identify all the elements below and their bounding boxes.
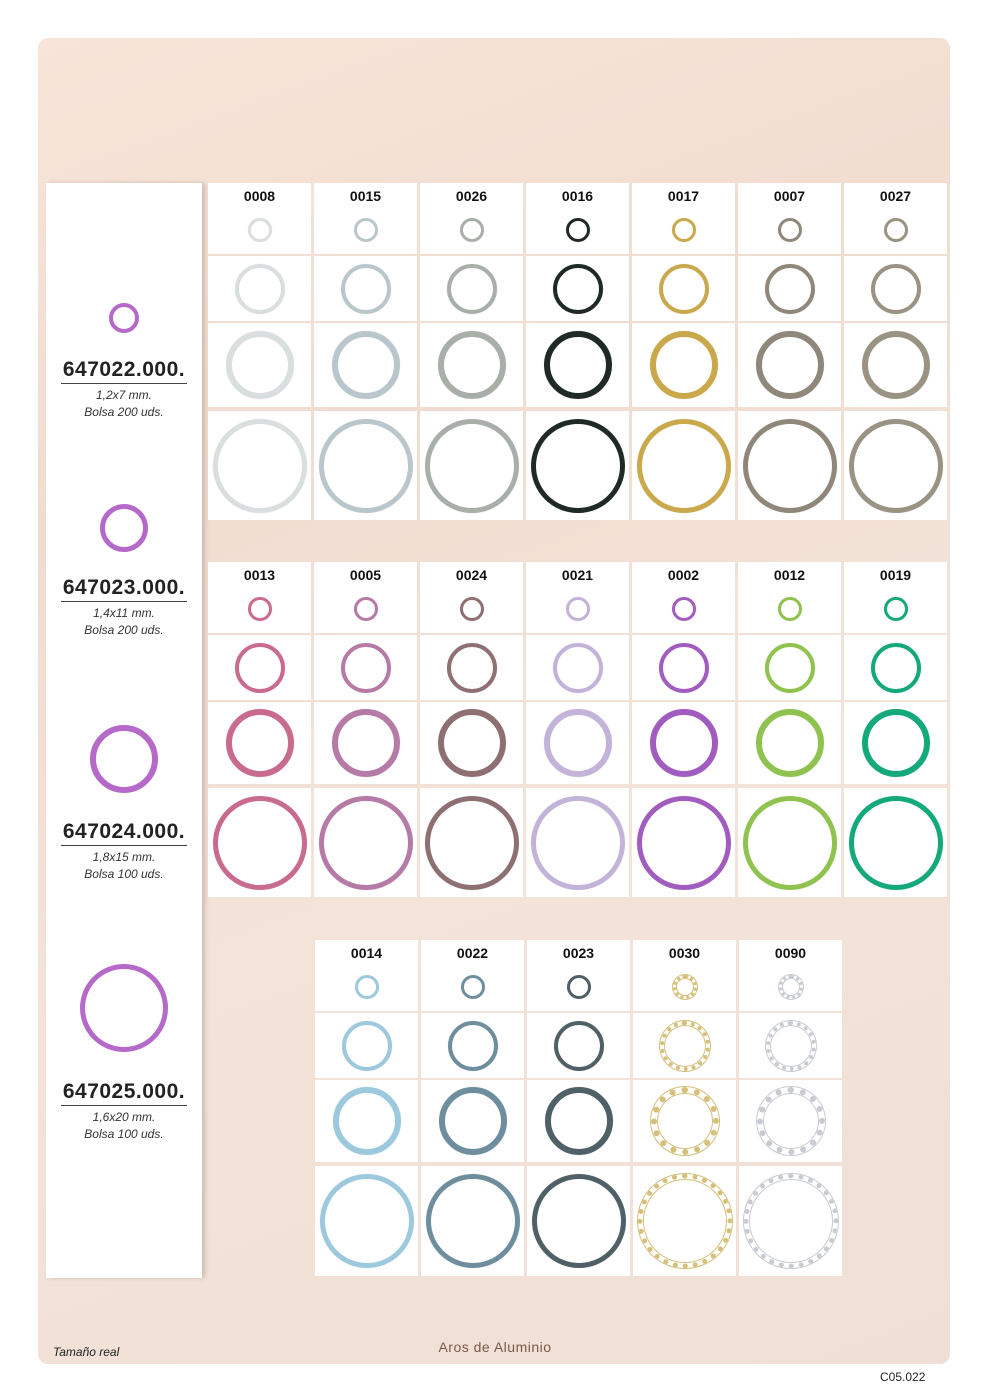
swatch-cell <box>314 323 417 407</box>
swatch-cell <box>526 562 629 633</box>
ring-swatch-icon <box>779 975 803 999</box>
product-size: 1,6x20 mm. <box>92 1110 156 1124</box>
swatch-cell <box>632 562 735 633</box>
ring-swatch-icon <box>849 796 943 890</box>
swatch-cell <box>314 635 417 700</box>
ring-swatch-icon <box>235 264 285 314</box>
ring-swatch-icon <box>650 331 718 399</box>
ring-swatch-icon <box>756 331 824 399</box>
swatch-cell <box>208 635 311 700</box>
color-code: 0027 <box>879 188 912 204</box>
ring-swatch-icon <box>439 1087 507 1155</box>
ring-swatch-icon <box>757 1087 825 1155</box>
product-size: 1,4x11 mm. <box>93 606 155 620</box>
product-code: 647023.000. <box>61 576 187 602</box>
ring-swatch-icon <box>778 218 802 242</box>
color-code: 0090 <box>774 945 807 961</box>
product-ring-icon <box>109 303 139 333</box>
product-ring-icon <box>90 725 158 793</box>
swatch-cell <box>632 183 735 254</box>
ring-swatch-icon <box>743 796 837 890</box>
swatch-cell <box>739 1166 842 1276</box>
swatch-cell <box>844 411 947 520</box>
swatch-cell <box>633 1013 736 1078</box>
ring-swatch-icon <box>425 796 519 890</box>
swatch-cell <box>738 702 841 784</box>
swatch-cell <box>844 788 947 897</box>
swatch-cell <box>738 788 841 897</box>
ring-swatch-icon <box>567 975 591 999</box>
swatch-cell <box>420 411 523 520</box>
swatch-cell <box>739 1013 842 1078</box>
swatch-cell <box>526 702 629 784</box>
swatch-cell <box>421 1166 524 1276</box>
color-code: 0019 <box>879 567 912 583</box>
ring-swatch-icon <box>884 597 908 621</box>
product-647023 <box>46 502 202 639</box>
footer-note: Tamaño real <box>53 1345 120 1359</box>
swatch-cell <box>420 635 523 700</box>
ring-swatch-icon <box>566 218 590 242</box>
swatch-cell <box>315 940 418 1011</box>
color-code: 0026 <box>455 188 488 204</box>
ring-swatch-icon <box>650 709 718 777</box>
color-code: 0015 <box>349 188 382 204</box>
ring-swatch-icon <box>660 1021 710 1071</box>
swatch-cell <box>420 256 523 321</box>
swatch-cell <box>632 788 735 897</box>
swatch-cell <box>738 183 841 254</box>
ring-swatch-icon <box>637 419 731 513</box>
ring-swatch-icon <box>849 419 943 513</box>
swatch-cell <box>633 1080 736 1162</box>
ring-swatch-icon <box>354 597 378 621</box>
product-bag: Bolsa 200 uds. <box>84 405 164 419</box>
ring-swatch-icon <box>425 419 519 513</box>
swatch-cell <box>208 323 311 407</box>
product-code: 647025.000. <box>61 1080 187 1106</box>
color-code: 0022 <box>456 945 489 961</box>
ring-swatch-icon <box>778 597 802 621</box>
ring-swatch-icon <box>672 218 696 242</box>
color-code: 0008 <box>243 188 276 204</box>
swatch-cell <box>314 256 417 321</box>
ring-swatch-icon <box>743 419 837 513</box>
swatch-cell <box>526 323 629 407</box>
color-code: 0023 <box>562 945 595 961</box>
swatch-cell <box>739 940 842 1011</box>
swatch-cell <box>208 183 311 254</box>
swatch-cell <box>526 788 629 897</box>
swatch-cell <box>420 788 523 897</box>
ring-swatch-icon <box>341 643 391 693</box>
swatch-cell <box>527 1080 630 1162</box>
swatch-cell <box>420 562 523 633</box>
swatch-cell <box>844 183 947 254</box>
ring-swatch-icon <box>333 1087 401 1155</box>
ring-swatch-icon <box>248 218 272 242</box>
swatch-cell <box>420 183 523 254</box>
swatch-cell <box>526 411 629 520</box>
color-code: 0013 <box>243 567 276 583</box>
swatch-cell <box>314 562 417 633</box>
ring-swatch-icon <box>756 709 824 777</box>
swatch-cell <box>739 1080 842 1162</box>
ring-swatch-icon <box>332 709 400 777</box>
swatch-cell <box>527 940 630 1011</box>
ring-swatch-icon <box>342 1021 392 1071</box>
color-code: 0016 <box>561 188 594 204</box>
swatch-cell <box>844 562 947 633</box>
ring-swatch-icon <box>354 218 378 242</box>
product-647024 <box>46 724 202 883</box>
ring-swatch-icon <box>531 419 625 513</box>
product-ring-icon <box>100 504 148 552</box>
ring-swatch-icon <box>355 975 379 999</box>
swatch-cell <box>208 411 311 520</box>
color-code: 0024 <box>455 567 488 583</box>
product-bag: Bolsa 200 uds. <box>84 623 164 637</box>
ring-swatch-icon <box>341 264 391 314</box>
swatch-cell <box>314 702 417 784</box>
ring-swatch-icon <box>319 796 413 890</box>
ring-swatch-icon <box>332 331 400 399</box>
swatch-cell <box>314 411 417 520</box>
ring-swatch-icon <box>862 331 930 399</box>
ring-swatch-icon <box>553 643 603 693</box>
ring-swatch-icon <box>766 1021 816 1071</box>
product-647025 <box>46 964 202 1143</box>
swatch-cell <box>738 323 841 407</box>
swatch-cell <box>738 256 841 321</box>
swatch-cell <box>738 635 841 700</box>
swatch-cell <box>738 562 841 633</box>
product-size: 1,2x7 mm. <box>95 388 152 402</box>
ring-swatch-icon <box>448 1021 498 1071</box>
ring-swatch-icon <box>544 331 612 399</box>
swatch-cell <box>526 183 629 254</box>
swatch-cell <box>421 940 524 1011</box>
ring-swatch-icon <box>744 1174 838 1268</box>
swatch-cell <box>315 1166 418 1276</box>
ring-swatch-icon <box>320 1174 414 1268</box>
swatch-cell <box>420 702 523 784</box>
footer-title: Aros de Aluminio <box>438 1339 552 1355</box>
ring-swatch-icon <box>447 643 497 693</box>
swatch-cell <box>632 635 735 700</box>
color-code: 0014 <box>350 945 383 961</box>
color-code: 0012 <box>773 567 806 583</box>
swatch-cell <box>527 1166 630 1276</box>
swatch-cell <box>844 702 947 784</box>
ring-swatch-icon <box>566 597 590 621</box>
ring-swatch-icon <box>438 331 506 399</box>
ring-swatch-icon <box>235 643 285 693</box>
ring-swatch-icon <box>553 264 603 314</box>
ring-swatch-icon <box>226 331 294 399</box>
swatch-cell <box>632 256 735 321</box>
swatch-cell <box>632 323 735 407</box>
swatch-cell <box>315 1013 418 1078</box>
ring-swatch-icon <box>544 709 612 777</box>
color-code: 0021 <box>561 567 594 583</box>
color-code: 0030 <box>668 945 701 961</box>
ring-swatch-icon <box>651 1087 719 1155</box>
color-code: 0007 <box>773 188 806 204</box>
color-code: 0002 <box>667 567 700 583</box>
ring-swatch-icon <box>638 1174 732 1268</box>
product-bag: Bolsa 100 uds. <box>84 867 164 881</box>
swatch-cell <box>315 1080 418 1162</box>
color-code: 0005 <box>349 567 382 583</box>
swatch-cell <box>421 1013 524 1078</box>
ring-swatch-icon <box>545 1087 613 1155</box>
page-code: C05.022 <box>880 1370 926 1384</box>
ring-swatch-icon <box>862 709 930 777</box>
ring-swatch-icon <box>226 709 294 777</box>
swatch-cell <box>632 411 735 520</box>
swatch-cell <box>844 635 947 700</box>
ring-swatch-icon <box>460 597 484 621</box>
swatch-cell <box>632 702 735 784</box>
ring-swatch-icon <box>460 218 484 242</box>
ring-swatch-icon <box>213 796 307 890</box>
ring-swatch-icon <box>461 975 485 999</box>
ring-swatch-icon <box>554 1021 604 1071</box>
product-code: 647024.000. <box>61 820 187 846</box>
swatch-cell <box>421 1080 524 1162</box>
product-code: 647022.000. <box>61 358 187 384</box>
ring-swatch-icon <box>672 597 696 621</box>
ring-swatch-icon <box>871 643 921 693</box>
swatch-cell <box>420 323 523 407</box>
swatch-cell <box>844 256 947 321</box>
ring-swatch-icon <box>531 796 625 890</box>
ring-swatch-icon <box>248 597 272 621</box>
product-ring-icon <box>80 964 168 1052</box>
swatch-cell <box>633 940 736 1011</box>
ring-swatch-icon <box>319 419 413 513</box>
ring-swatch-icon <box>765 643 815 693</box>
ring-swatch-icon <box>426 1174 520 1268</box>
product-size: 1,8x15 mm. <box>92 850 156 864</box>
swatch-cell <box>844 323 947 407</box>
swatch-cell <box>208 562 311 633</box>
ring-swatch-icon <box>438 709 506 777</box>
product-647022 <box>46 300 202 421</box>
swatch-cell <box>738 411 841 520</box>
ring-swatch-icon <box>659 643 709 693</box>
ring-swatch-icon <box>884 218 908 242</box>
swatch-cell <box>526 635 629 700</box>
swatch-cell <box>633 1166 736 1276</box>
ring-swatch-icon <box>213 419 307 513</box>
swatch-cell <box>526 256 629 321</box>
ring-swatch-icon <box>447 264 497 314</box>
swatch-cell <box>527 1013 630 1078</box>
swatch-cell <box>314 183 417 254</box>
swatch-cell <box>208 256 311 321</box>
ring-swatch-icon <box>673 975 697 999</box>
ring-swatch-icon <box>659 264 709 314</box>
product-bag: Bolsa 100 uds. <box>84 1127 164 1141</box>
color-code: 0017 <box>667 188 700 204</box>
swatch-cell <box>314 788 417 897</box>
ring-swatch-icon <box>871 264 921 314</box>
swatch-cell <box>208 702 311 784</box>
ring-swatch-icon <box>765 264 815 314</box>
ring-swatch-icon <box>637 796 731 890</box>
swatch-cell <box>208 788 311 897</box>
ring-swatch-icon <box>532 1174 626 1268</box>
